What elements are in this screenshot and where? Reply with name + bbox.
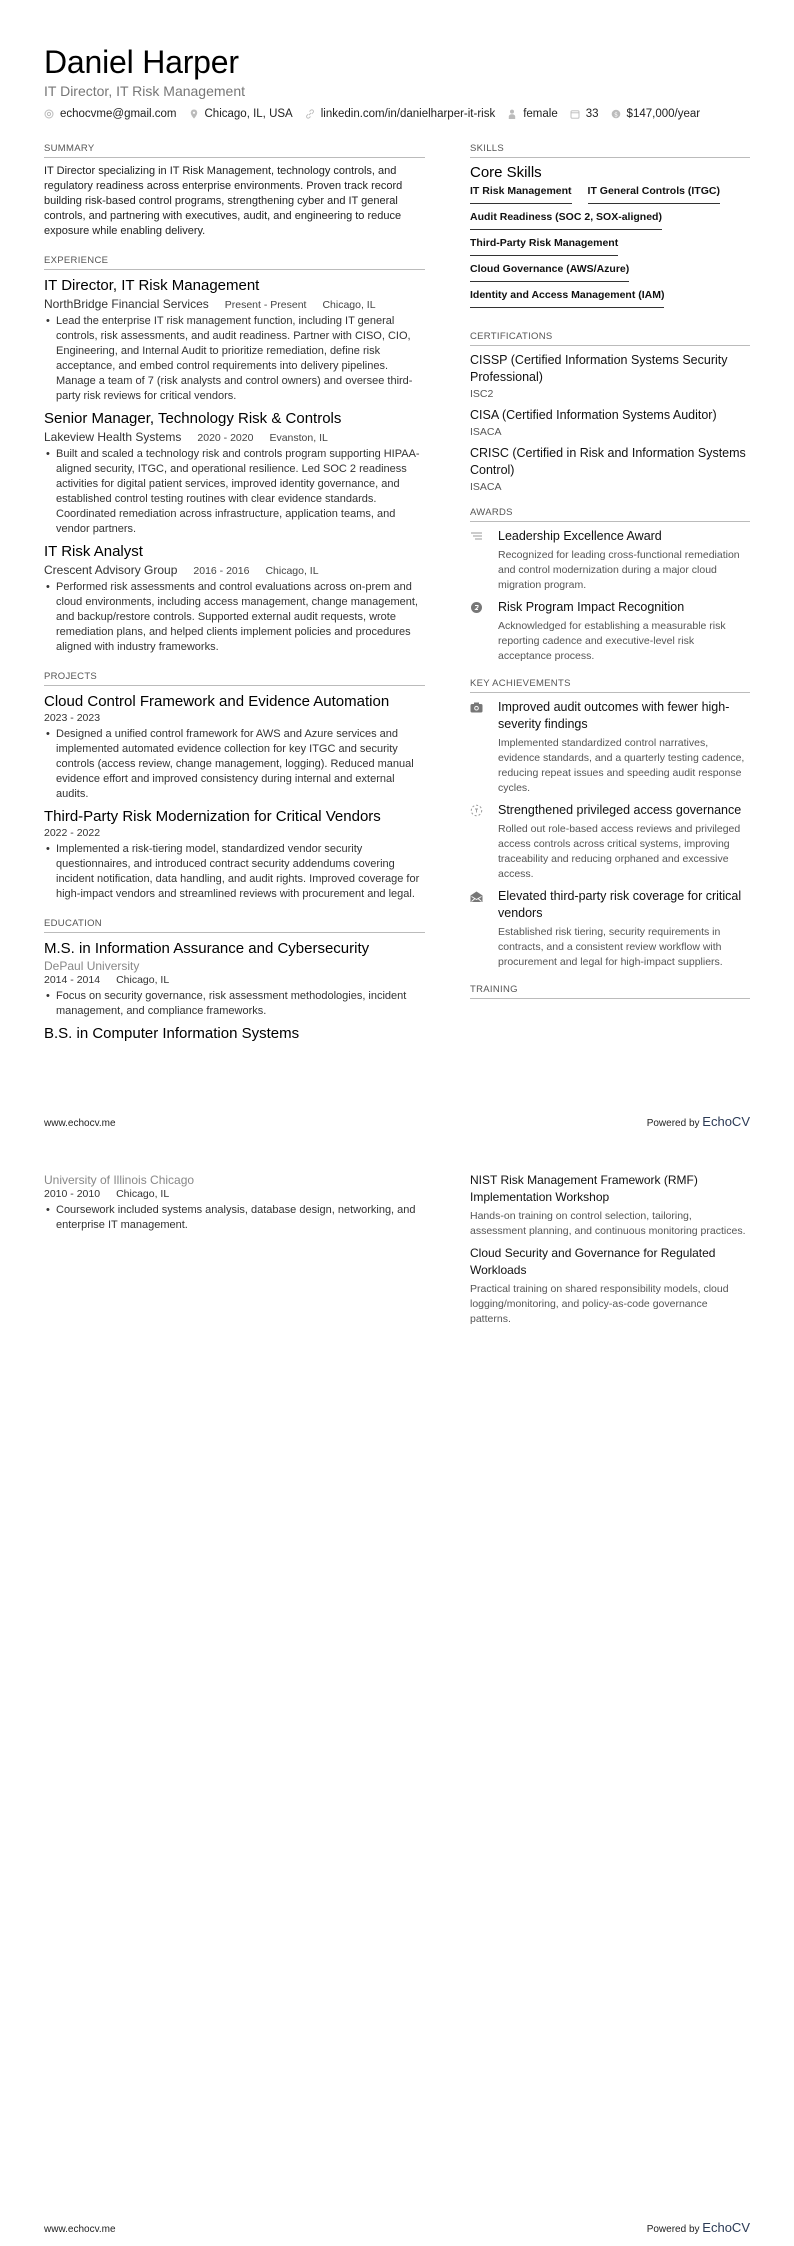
education-item-continued — [44, 1173, 425, 1233]
training-heading: TRAINING — [470, 984, 750, 999]
skill-tag: Audit Readiness (SOC 2, SOX-aligned) — [470, 211, 662, 230]
summary-heading: SUMMARY — [44, 143, 425, 158]
skill-tag: IT General Controls (ITGC) — [588, 185, 720, 204]
left-column — [44, 143, 425, 1043]
education-item — [44, 1024, 425, 1043]
location-pin-icon — [189, 109, 199, 119]
certification-issuer: ISACA — [470, 481, 502, 493]
experience-item — [44, 276, 425, 404]
certification-issuer: ISC2 — [470, 388, 494, 400]
at-icon — [44, 109, 54, 119]
summary-text: IT Director specializing in IT Risk Management, technology controls, and regulatory readiness across enterprise environments. Proven track record building risk-based control programs, strengthening cyber and IT general controls, and partnering with executives, audit, and engineering to reduce exposure while enabling delivery. — [44, 165, 403, 237]
job-title: IT Director, IT Risk Management — [44, 277, 260, 294]
certification-name: CISSP (Certified Information Systems Security Professional) — [470, 353, 728, 384]
job-bullet: • Built and scaled a technology risk and controls program supporting HIPAA-aligned security, ITGC, and operational resilience. Led SOC 2 readiness activities for digital patient services, improved identity governance, and established control testing routines with clear evidence standards. Coordinated remediation across infrastructure, application teams, and vendor partners. — [44, 447, 425, 537]
award-item — [470, 528, 750, 593]
job-dates: 2020 - 2020 — [197, 432, 254, 444]
education-heading: EDUCATION — [44, 918, 425, 933]
money-icon — [611, 109, 621, 119]
project-bullet: • Implemented a risk-tiering model, standardized vendor security questionnaires, and introduced contract security addendums covering incident notification, data handling, and audit rights. Improved coverage for high-impact vendors and streamlined reviews with procurement and legal. — [44, 842, 425, 902]
contact-salary: $ $147,000/year — [611, 108, 701, 120]
certification-item — [470, 407, 750, 438]
company-name: NorthBridge Financial Services — [44, 297, 209, 311]
contact-location: Chicago, IL, USA — [189, 108, 293, 120]
certification-item — [470, 352, 750, 400]
dashed-circle-icon — [470, 802, 498, 882]
job-location: Evanston, IL — [269, 432, 328, 444]
job-title: IT Risk Analyst — [44, 543, 143, 560]
training-title: NIST Risk Management Framework (RMF) Implementation Workshop — [470, 1173, 698, 1204]
contact-bar — [44, 108, 712, 120]
degree-title: M.S. in Information Assurance and Cybersecurity — [44, 940, 370, 957]
project-bullets — [44, 842, 425, 902]
experience-item — [44, 542, 425, 655]
education-bullet: • Focus on security governance, risk assessment methodologies, incident management, and compliance frameworks. — [44, 989, 425, 1019]
skill-tag: Third-Party Risk Management — [470, 237, 618, 256]
projects-heading: PROJECTS — [44, 671, 425, 686]
job-bullets — [44, 314, 425, 404]
badge-icon — [470, 599, 498, 664]
education-meta — [44, 1188, 425, 1200]
school-name: DePaul University — [44, 959, 140, 973]
achievement-item — [470, 699, 750, 796]
summary-section — [44, 143, 425, 239]
page-footer — [44, 2220, 750, 2235]
skills-list — [470, 185, 750, 315]
envelope-open-icon — [470, 888, 498, 970]
achievements-heading: KEY ACHIEVEMENTS — [470, 678, 750, 693]
certification-name: CRISC (Certified in Risk and Information Systems Control) — [470, 446, 746, 477]
education-dates: 2014 - 2014 — [44, 974, 101, 986]
award-description: Recognized for leading cross-functional remediation and control modernization during a major cloud migration program. — [498, 549, 740, 591]
achievement-description: Rolled out role-based access reviews and privileged access controls across critical systems, improving traceability and reducing orphaned and excessive access. — [498, 823, 741, 880]
certifications-heading: CERTIFICATIONS — [470, 331, 750, 346]
certification-item — [470, 445, 750, 493]
left-column-continued — [44, 1172, 425, 1233]
award-title: Risk Program Impact Recognition — [498, 600, 685, 614]
job-title: Senior Manager, Technology Risk & Controls — [44, 410, 342, 427]
skill-tag: Identity and Access Management (IAM) — [470, 289, 664, 308]
project-bullet: • Designed a unified control framework for AWS and Azure services and implemented automated evidence collection for key ITGC and security controls (access review, change management, logging). Reduced manual evidence effort and improved consistency during internal and external audits. — [44, 727, 425, 802]
resume-page-2 — [0, 1120, 794, 2246]
footer-website-link[interactable]: www.echocv.me — [44, 1118, 116, 1129]
footer-website-link[interactable]: www.echocv.me — [44, 2224, 116, 2235]
project-dates: 2023 - 2023 — [44, 712, 101, 724]
training-description: Hands-on training on control selection, tailoring, assessment planning, and continuous monitoring practices. — [470, 1210, 746, 1237]
experience-section — [44, 255, 425, 655]
achievement-title: Strengthened privileged access governance — [498, 803, 742, 817]
training-section — [470, 984, 750, 999]
company-name: Crescent Advisory Group — [44, 563, 178, 577]
skill-tag: Cloud Governance (AWS/Azure) — [470, 263, 629, 282]
job-dates: 2016 - 2016 — [193, 565, 250, 577]
brand-logo[interactable]: EchoCV — [702, 1114, 750, 1129]
education-location: Chicago, IL — [116, 1188, 170, 1200]
job-dates: Present - Present — [224, 299, 307, 311]
project-bullets — [44, 727, 425, 802]
awards-heading: AWARDS — [470, 507, 750, 522]
right-column-continued — [470, 1172, 750, 1333]
training-item — [470, 1172, 750, 1239]
job-bullets — [44, 447, 425, 537]
right-column — [470, 143, 750, 1005]
project-item — [44, 692, 425, 802]
candidate-title: IT Director, IT Risk Management — [44, 83, 245, 99]
education-bullets — [44, 1203, 425, 1233]
achievement-item — [470, 888, 750, 970]
skill-tag: IT Risk Management — [470, 185, 572, 204]
job-bullets — [44, 580, 425, 655]
skills-section — [470, 143, 750, 315]
calendar-icon — [570, 109, 580, 119]
training-title: Cloud Security and Governance for Regulated Workloads — [470, 1246, 716, 1277]
project-dates: 2022 - 2022 — [44, 827, 101, 839]
achievement-description: Established risk tiering, security requirements in contracts, and a consistent review workflow with procurement and legal for high-impact suppliers. — [498, 926, 723, 968]
training-item — [470, 1245, 750, 1327]
brand-logo[interactable]: EchoCV — [702, 2220, 750, 2235]
award-title: Leadership Excellence Award — [498, 529, 662, 543]
experience-heading: EXPERIENCE — [44, 255, 425, 270]
achievement-title: Improved audit outcomes with fewer high-severity findings — [498, 700, 730, 731]
projects-section — [44, 671, 425, 902]
education-bullet: • Coursework included systems analysis, database design, networking, and enterprise IT management. — [44, 1203, 425, 1233]
education-bullets — [44, 989, 425, 1019]
degree-title: B.S. in Computer Information Systems — [44, 1025, 300, 1042]
powered-by: Powered by EchoCV — [646, 1114, 750, 1129]
awards-section — [470, 507, 750, 664]
camera-icon — [470, 699, 498, 796]
job-location: Chicago, IL — [265, 565, 319, 577]
lines-icon — [470, 528, 498, 593]
skills-heading: SKILLS — [470, 143, 750, 158]
certification-issuer: ISACA — [470, 426, 502, 438]
education-location: Chicago, IL — [116, 974, 170, 986]
training-description: Practical training on shared responsibility models, cloud logging/monitoring, and policy-as-code governance patterns. — [470, 1283, 729, 1325]
person-icon — [507, 109, 517, 119]
experience-item — [44, 409, 425, 537]
award-description: Acknowledged for establishing a measurable risk reporting cadence and executive-level risk acceptance process. — [498, 620, 726, 662]
contact-gender: female — [507, 108, 558, 120]
job-bullet: • Performed risk assessments and control evaluations across on-prem and cloud environments, including access management, change management, and backup/restore controls. Supported external audit requests, wrote remediation plans, and helped clients implement policies and procedures aligned with industry frameworks. — [44, 580, 425, 655]
contact-email[interactable]: echocvme@gmail.com — [44, 108, 177, 120]
job-location: Chicago, IL — [322, 299, 376, 311]
job-bullet: • Lead the enterprise IT risk management function, including IT general controls, risk assessments, and audit readiness. Partner with CISO, CIO, Engineering, and Internal Audit to prioritize remediation, define risk acceptance, and embed control requirements into delivery pipelines. Manage a team of 7 (risk analysts and control owners) and oversee third-party risk reviews for critical vendors. — [44, 314, 425, 404]
job-meta — [44, 563, 425, 577]
job-meta — [44, 430, 425, 444]
svg-text:$: $ — [613, 111, 618, 119]
job-meta — [44, 297, 425, 311]
education-item — [44, 939, 425, 1019]
project-title: Third-Party Risk Modernization for Critical Vendors — [44, 808, 381, 825]
company-name: Lakeview Health Systems — [44, 430, 182, 444]
education-dates: 2010 - 2010 — [44, 1188, 101, 1200]
education-section — [44, 918, 425, 1043]
link-icon — [305, 109, 315, 119]
certifications-section — [470, 331, 750, 493]
project-item — [44, 807, 425, 902]
skills-group-title: Core Skills — [470, 164, 542, 181]
project-title: Cloud Control Framework and Evidence Automation — [44, 693, 390, 710]
certification-name: CISA (Certified Information Systems Auditor) — [470, 408, 717, 422]
achievements-section — [470, 678, 750, 970]
achievement-description: Implemented standardized control narratives, evidence standards, and a quarterly testing cadence, reducing repeat issues and speeding audit response cycles. — [498, 737, 745, 794]
award-item — [470, 599, 750, 664]
school-name: University of Illinois Chicago — [44, 1173, 195, 1187]
achievement-title: Elevated third-party risk coverage for critical vendors — [498, 889, 742, 920]
education-meta — [44, 974, 425, 986]
contact-age: 33 — [570, 108, 599, 120]
powered-by: Powered by EchoCV — [646, 2220, 750, 2235]
contact-linkedin[interactable]: linkedin.com/in/danielharper-it-risk — [305, 108, 496, 120]
candidate-name: Daniel Harper — [44, 44, 239, 80]
achievement-item — [470, 802, 750, 882]
